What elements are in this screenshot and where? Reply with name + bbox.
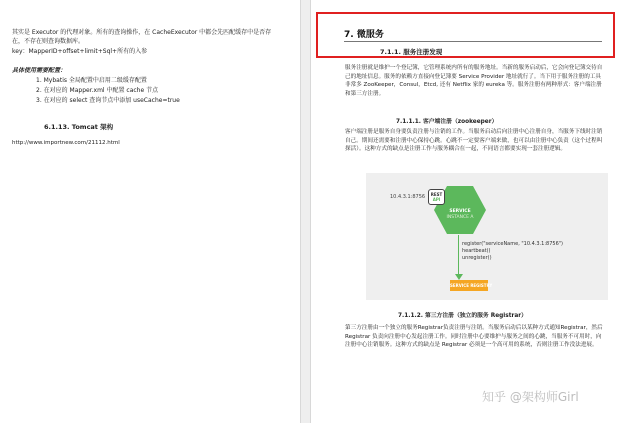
call-heartbeat: heartbeat() [462,248,491,254]
left-line-2: 在，不存在则查询数据库。 [12,38,85,45]
rest-api-badge [428,189,445,205]
registry-calls [462,241,563,262]
section-heading-tomcat: 6.1.13. Tomcat 架构 [44,123,114,131]
intro-paragraph: 服务注册就是维护一个登记簿，它管理系统内所有的服务地址。当新的服务启动后，它会向登记簿交待自己的地址信息。服务的依赖方直接向登记簿要 Service Provider 地址就行了。当下用于服务注册的工具非常多 ZooKeeper，Consul，Etcd, 还有 Netflix 家的 eureka 等。服务注册有两种形式：客户端注册和第三方注册。 [345,65,603,97]
call-unregister: unregister() [462,255,492,261]
left-page [0,0,300,423]
step-3: 3. 在对应的 select 查询节点中添加 useCache=true [36,97,180,104]
section-heading-service-discovery: 7.1.1. 服务注册发现 [380,48,443,56]
ip-label: 10.4.3.1:8756 [390,194,426,200]
rest-label: REST [430,192,443,197]
step-1: 1. Mybatis 全局配置中启用二级缓存配置 [36,77,147,84]
config-heading: 具体使用需要配置： [12,67,67,74]
call-register: register("serviceName, "10.4.3.1:8756") [462,241,564,247]
step-2: 2. 在对应的 Mapper.xml 中配置 cache 节点 [36,87,159,94]
left-line-1: 其实是 Executor 的代理对象。所有的查询操作，在 CacheExecutor 中都会先匹配缓存中是否存 [12,29,272,36]
zhihu-watermark: 知乎 @架构师Girl [482,390,579,404]
service-registry-box: SERVICE REGISTRY [450,280,488,291]
api-label: API [432,197,441,202]
registration-diagram [366,173,608,300]
chapter-heading: 7. 微服务 [344,30,384,40]
client-registration-heading: 7.1.1.1. 客户端注册（zookeeper） [396,119,498,125]
service-instance-label [438,209,482,220]
connector-line [458,235,459,275]
client-registration-paragraph: 客户端注册是服务自身要负责注册与注销的工作。当服务启动后向注册中心注册自身，当服务下线时注销自己。期间还需要和注册中心保持心跳。心跳不一定要客户端来做，也可以由注册中心负责（这个过程叫探活）。这种方式的缺点是注册工作与服务耦合在一起，不同语言都要实现一套注册逻辑。 [345,129,603,153]
service-label: SERVICE [449,209,471,214]
third-party-registration-paragraph: 第三方注册由一个独立的服务Registrar负责注册与注销。当服务启动后以某种方式通知Registrar，然后 Registrar 负责向注册中心发起注册工作。同时注册中心要维护与服务之间的心跳，当服务不可用时，向注册中心注销服务。这种方式的缺点是 Registrar 必须是一个高可用的系统，否则注册工作没法进展。 [345,325,603,349]
left-line-3: key：MapperID+offset+limit+Sql+所有的入参 [12,48,148,55]
tomcat-link[interactable]: http://www.importnew.com/21112.html [12,140,120,146]
third-party-registration-heading: 7.1.1.2. 第三方注册（独立的服务 Registrar） [398,313,527,319]
heading-rule [344,41,602,42]
page-gutter [300,0,311,423]
instance-label: INSTANCE A [446,214,474,220]
